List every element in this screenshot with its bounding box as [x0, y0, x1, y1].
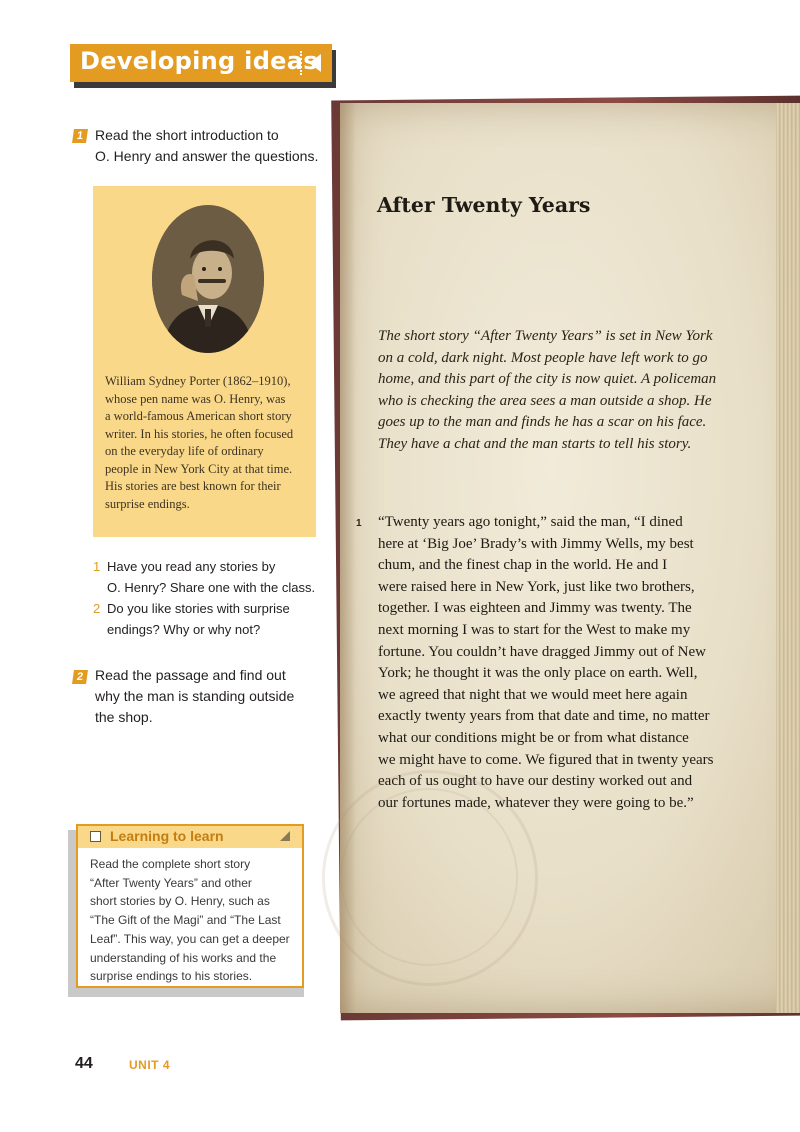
story-intro [378, 326, 723, 456]
learning-to-learn-box [76, 824, 304, 988]
learning-box-header [78, 826, 302, 848]
learning-line: surprise endings to his stories. [90, 969, 253, 984]
page-number: 44 [75, 1055, 93, 1072]
body-line: what our conditions might be or from what distance [378, 729, 689, 746]
body-line: here at ‘Big Joe’ Brady’s with Jimmy Wells, my best [378, 535, 694, 552]
body-line: next morning I was to start for the West to make my [378, 621, 691, 638]
question-number: 1 [93, 559, 101, 574]
paragraph-number: 1 [356, 518, 362, 529]
task-2-line: the shop. [95, 709, 153, 725]
question-line: endings? Why or why not? [107, 622, 261, 637]
portrait-illustration [152, 205, 264, 353]
bio-line: surprise endings. [105, 496, 190, 511]
task-1-instruction [95, 125, 318, 167]
bio-line: His stories are best known for their [105, 479, 281, 493]
body-line: chum, and the finest chap in the world. He and I [378, 557, 668, 574]
question-number: 2 [93, 601, 101, 616]
learning-line: Leaf”. This way, you can get a deeper [90, 931, 290, 946]
body-line: our fortunes made, whatever they were going to be.” [378, 794, 694, 811]
intro-line: goes up to the man and finds he has a scar on his face. [378, 414, 707, 431]
learning-line: “The Gift of the Magi” and “The Last [90, 913, 281, 928]
task-2-line: why the man is standing outside [95, 688, 295, 704]
intro-line: They have a chat and the man starts to tell his story. [378, 435, 692, 452]
learning-line: Read the complete short story [90, 857, 251, 871]
learning-line: “After Twenty Years” and other [90, 875, 252, 890]
watermark-seal-inner [340, 788, 518, 966]
intro-line: home, and this part of the city is now quiet. A policeman [378, 371, 717, 388]
body-line: together. I was eighteen and Jimmy was twenty. The [378, 600, 692, 617]
question-1 [93, 556, 333, 598]
question-line: Do you like stories with surprise [107, 601, 290, 616]
learning-line: short stories by O. Henry, such as [90, 894, 270, 909]
question-2 [93, 598, 333, 640]
question-line: Have you read any stories by [107, 559, 276, 574]
bio-line: William Sydney Porter (1862–1910), [105, 374, 291, 388]
checkbox-icon [90, 831, 101, 842]
bio-line: whose pen name was O. Henry, was [105, 391, 286, 406]
author-bio-text [105, 373, 310, 513]
task-2-instruction [95, 665, 294, 728]
body-line: each of us ought to have our destiny worked out and [378, 773, 693, 790]
author-portrait [152, 205, 264, 353]
bio-line: a world-famous American short story [105, 409, 292, 423]
bio-line: people in New York City at that time. [105, 461, 293, 476]
triangle-left-icon [309, 54, 321, 72]
body-line: exactly twenty years from that date and time, no matter [378, 708, 710, 725]
task-1-line: Read the short introduction to [95, 127, 279, 143]
body-line: “Twenty years ago tonight,” said the man, “I dined [378, 514, 683, 530]
question-line: O. Henry? Share one with the class. [107, 580, 316, 595]
learning-box-text [90, 855, 295, 986]
learning-box-title: Learning to learn [110, 828, 224, 844]
unit-label: UNIT 4 [129, 1058, 171, 1072]
learning-line: understanding of his works and the [90, 950, 277, 965]
task-1-badge: 1 [72, 129, 88, 143]
body-line: were raised here in New York, just like two brothers, [378, 578, 695, 595]
body-line: we agreed that night that we would meet here again [378, 686, 688, 703]
body-line: fortune. You couldn’t have dragged Jimmy out of New [378, 643, 707, 660]
bio-line: on the everyday life of ordinary [105, 444, 264, 458]
header-divider [300, 51, 302, 75]
intro-line: The short story “After Twenty Years” is set in New York [378, 328, 713, 344]
intro-line: on a cold, dark night. Most people have left work to go [378, 349, 708, 366]
body-line: we might have to come. We figured that in twenty years [378, 751, 714, 768]
story-body [378, 512, 733, 814]
story-title: After Twenty Years [377, 193, 591, 217]
bio-line: writer. In his stories, he often focused [105, 426, 294, 441]
book-page-edges [776, 103, 800, 1013]
corner-triangle-icon [280, 831, 290, 841]
task-2-badge: 2 [72, 670, 88, 684]
task-1-line: O. Henry and answer the questions. [95, 148, 319, 164]
section-header [70, 44, 332, 82]
section-title: Developing ideas [80, 47, 318, 75]
body-line: York; he thought it was the only place on earth. Well, [378, 665, 698, 682]
task-2-line: Read the passage and find out [95, 667, 286, 683]
intro-line: who is checking the area sees a man outside a shop. He [378, 392, 712, 409]
